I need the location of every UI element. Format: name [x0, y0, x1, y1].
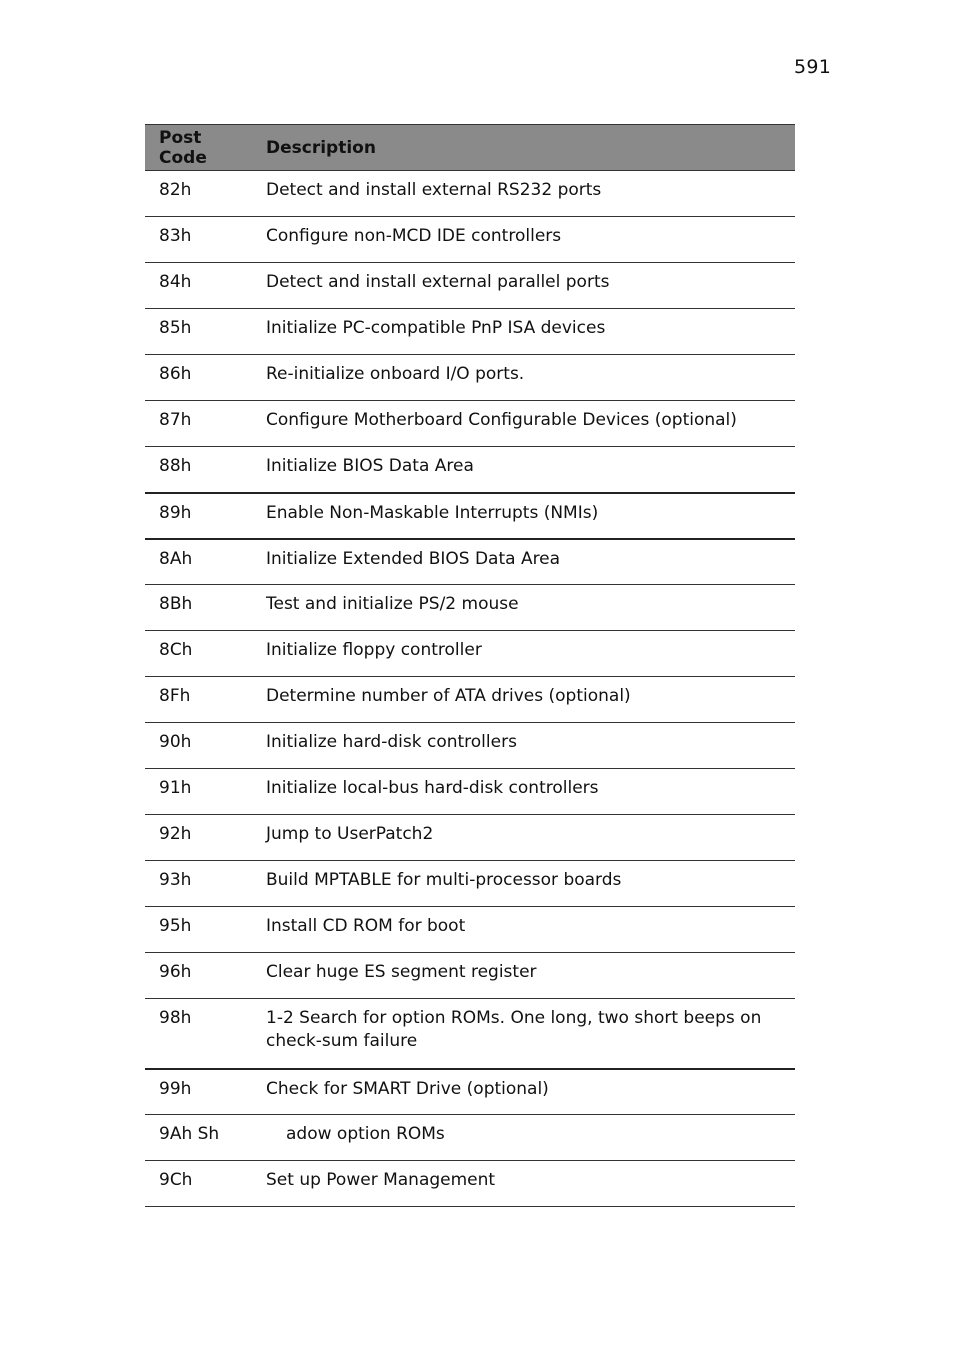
table-row — [145, 815, 795, 861]
table-row — [145, 769, 795, 815]
table-row — [145, 677, 795, 723]
description-cell: Configure Motherboard Configurable Devices (optional) — [252, 401, 795, 447]
post-code-cell: 90h — [145, 723, 252, 769]
description-cell: Install CD ROM for boot — [252, 907, 795, 953]
description-cell: Clear huge ES segment register — [252, 953, 795, 999]
post-code-cell: 91h — [145, 769, 252, 815]
table-row — [145, 1115, 795, 1161]
table-row — [145, 171, 795, 217]
description-cell: 1-2 Search for option ROMs. One long, two short beeps on check-sum failure — [252, 999, 795, 1069]
table-row — [145, 1069, 795, 1115]
post-code-cell: 93h — [145, 861, 252, 907]
description-cell: Configure non-MCD IDE controllers — [252, 217, 795, 263]
description-cell: Initialize hard-disk controllers — [252, 723, 795, 769]
description-cell: Set up Power Management — [252, 1161, 795, 1207]
post-code-cell: 82h — [145, 171, 252, 217]
table-row — [145, 907, 795, 953]
post-code-cell: 8Bh — [145, 585, 252, 631]
post-code-cell: 8Ch — [145, 631, 252, 677]
description-cell: Initialize PC-compatible PnP ISA devices — [252, 309, 795, 355]
table-row — [145, 447, 795, 493]
column-header-post-code: Post Code — [145, 125, 252, 171]
post-code-cell: 98h — [145, 999, 252, 1069]
description-cell: Build MPTABLE for multi-processor boards — [252, 861, 795, 907]
description-cell: Enable Non-Maskable Interrupts (NMIs) — [252, 493, 795, 539]
post-code-cell: 89h — [145, 493, 252, 539]
description-cell: Initialize floppy controller — [252, 631, 795, 677]
table-row — [145, 309, 795, 355]
post-code-cell: 86h — [145, 355, 252, 401]
table-row — [145, 493, 795, 539]
table-row — [145, 861, 795, 907]
post-code-cell: 85h — [145, 309, 252, 355]
post-code-cell: 99h — [145, 1069, 252, 1115]
table-row — [145, 263, 795, 309]
description-cell: Determine number of ATA drives (optional) — [252, 677, 795, 723]
post-code-cell: 9Ah Sh — [145, 1115, 252, 1161]
table-row — [145, 723, 795, 769]
table-row — [145, 401, 795, 447]
description-cell: Initialize local-bus hard-disk controllers — [252, 769, 795, 815]
post-code-cell: 83h — [145, 217, 252, 263]
table-row — [145, 355, 795, 401]
description-cell: Jump to UserPatch2 — [252, 815, 795, 861]
description-cell: Check for SMART Drive (optional) — [252, 1069, 795, 1115]
post-code-cell: 9Ch — [145, 1161, 252, 1207]
description-cell: Detect and install external RS232 ports — [252, 171, 795, 217]
table-row — [145, 539, 795, 585]
post-code-cell: 87h — [145, 401, 252, 447]
post-code-table — [145, 124, 795, 1207]
description-cell: Initialize Extended BIOS Data Area — [252, 539, 795, 585]
post-code-cell: 8Fh — [145, 677, 252, 723]
post-code-cell: 92h — [145, 815, 252, 861]
post-code-cell: 84h — [145, 263, 252, 309]
column-header-description: Description — [252, 125, 795, 171]
post-code-cell: 8Ah — [145, 539, 252, 585]
table-row — [145, 217, 795, 263]
table-row — [145, 585, 795, 631]
post-code-cell: 88h — [145, 447, 252, 493]
page-number: 591 — [794, 56, 832, 78]
post-code-cell: 96h — [145, 953, 252, 999]
description-cell: Detect and install external parallel ports — [252, 263, 795, 309]
description-cell: Test and initialize PS/2 mouse — [252, 585, 795, 631]
description-cell: Initialize BIOS Data Area — [252, 447, 795, 493]
post-code-cell: 95h — [145, 907, 252, 953]
description-cell: adow option ROMs — [252, 1115, 795, 1161]
description-cell: Re-initialize onboard I/O ports. — [252, 355, 795, 401]
table-row — [145, 1161, 795, 1207]
table-row — [145, 953, 795, 999]
table-row — [145, 631, 795, 677]
table-header-row — [145, 125, 795, 171]
table-row — [145, 999, 795, 1069]
